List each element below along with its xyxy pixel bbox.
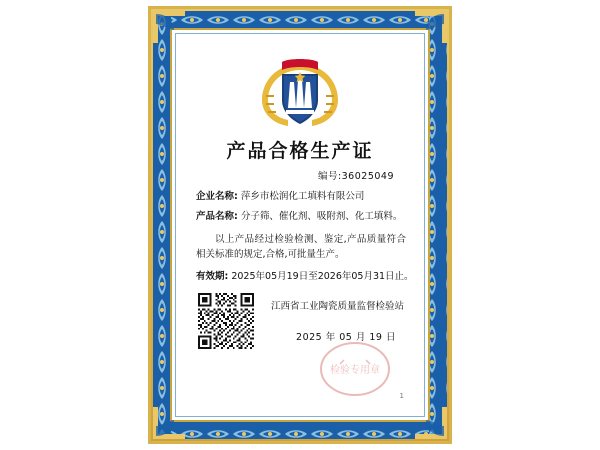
field-company-name-label: 企业名称: [196, 191, 238, 202]
serial-value: 36025049 [341, 171, 394, 182]
certificate-document [148, 6, 452, 444]
corner-ornament-icon [414, 10, 448, 44]
certificate-body-text [196, 232, 406, 262]
national-emblem-icon [254, 56, 346, 130]
field-company-name [196, 190, 406, 204]
validity-period [196, 268, 414, 282]
issue-date: 2025 年 05 月 19 日 [296, 332, 396, 343]
issuing-authority: 江西省工业陶瓷质量监督检验站 [270, 301, 404, 312]
corner-ornament-icon [152, 10, 186, 44]
serial-number [318, 168, 394, 182]
page-number: 1 [399, 392, 404, 400]
body-paragraph: 以上产品经过检验检测、鉴定,产品质量符合相关标准的规定,合格,可批量生产。 [196, 234, 406, 260]
corner-ornament-icon [414, 406, 448, 440]
page-title: 产品合格生产证 [226, 140, 374, 162]
qr-code-icon [198, 293, 254, 349]
field-product-name [196, 210, 406, 224]
validity-label: 有效期: [196, 271, 229, 282]
corner-ornament-icon [152, 406, 186, 440]
certificate-content [182, 40, 418, 410]
field-product-name-label: 产品名称: [196, 211, 238, 222]
stamp-text: 检验专用章 [330, 365, 380, 376]
official-stamp-icon [318, 340, 392, 398]
field-product-name-value: 分子筛、催化剂、吸附剂、化工填料。 [240, 211, 403, 222]
validity-value: 2025年05月19日至2026年05月31日止。 [231, 271, 414, 282]
field-company-name-value: 萍乡市松润化工填料有限公司 [240, 191, 365, 202]
serial-label: 编号: [317, 171, 342, 182]
